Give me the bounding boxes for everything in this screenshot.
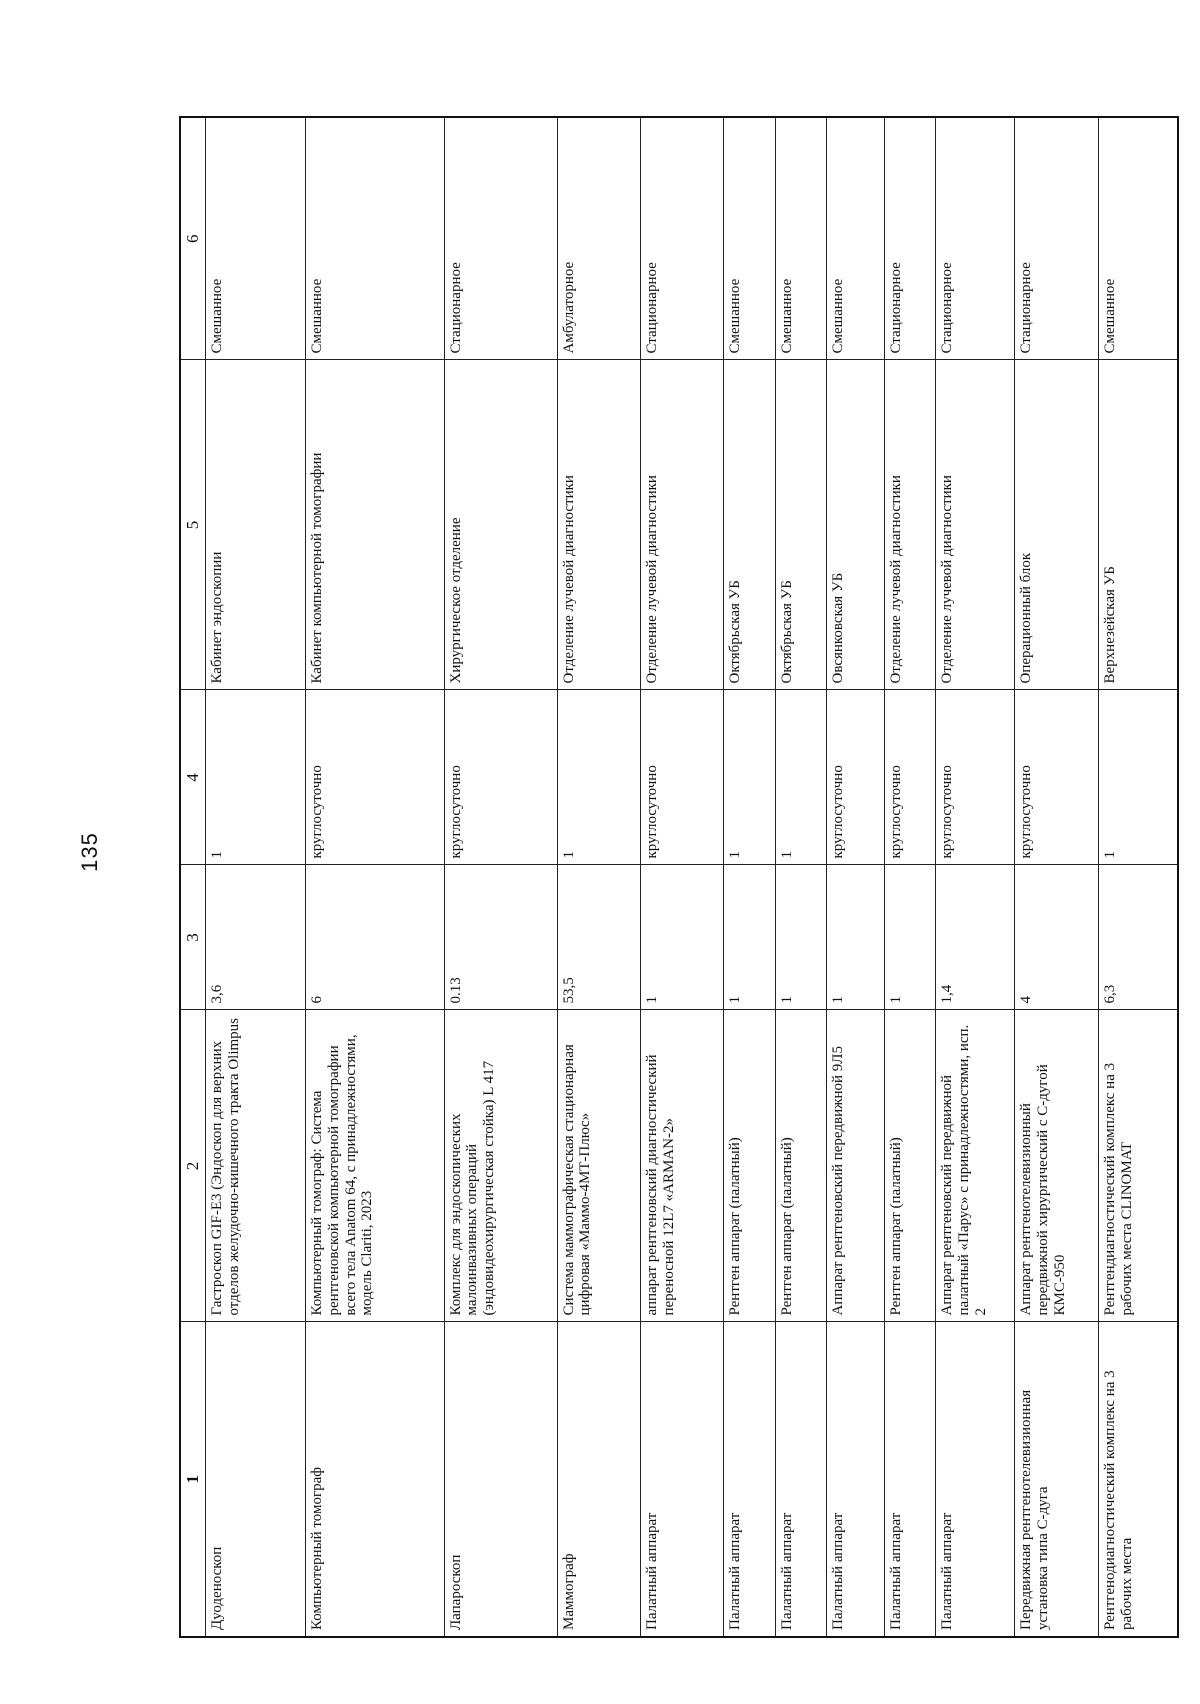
cell-schedule: круглосуточно (306, 690, 445, 865)
cell-care-type: Стационарное (640, 117, 723, 360)
cell-schedule: круглосуточно (640, 690, 723, 865)
cell-model-description: Аппарат рентгеновский передвижной 9Л5 (826, 1010, 884, 1322)
cell-care-type: Смешанное (306, 117, 445, 360)
cell-load-value: 0.13 (444, 865, 557, 1010)
cell-care-type: Смешанное (724, 117, 775, 360)
cell-location: Отделение лучевой диагностики (557, 360, 640, 690)
cell-load-value: 1 (884, 865, 935, 1010)
cell-location: Кабинет эндоскопии (206, 360, 306, 690)
cell-load-value: 53,5 (557, 865, 640, 1010)
cell-schedule: круглосуточно (935, 690, 1015, 865)
cell-care-type: Стационарное (1015, 117, 1098, 360)
header-cell-2: 2 (180, 1010, 206, 1322)
cell-equipment-type: Палатный аппарат (826, 1322, 884, 1637)
table-row (775, 117, 826, 1637)
cell-schedule: круглосуточно (826, 690, 884, 865)
cell-care-type: Амбулаторное (557, 117, 640, 360)
cell-model-description: Аппарат рентгенотелевизионный передвижной хирургический с С-дугой КМС-950 (1015, 1010, 1098, 1322)
table-row (724, 117, 775, 1637)
cell-care-type: Смешанное (775, 117, 826, 360)
cell-load-value: 1 (640, 865, 723, 1010)
equipment-table-container (179, 118, 1179, 1638)
cell-model-description: Рентген аппарат (палатный) (884, 1010, 935, 1322)
cell-model-description: аппарат рентгеновский диагностический переносной 12L7 «ARMAN-2» (640, 1010, 723, 1322)
cell-schedule: круглосуточно (1015, 690, 1098, 865)
cell-schedule: круглосуточно (884, 690, 935, 865)
cell-location: Верхнезейская УБ (1098, 360, 1178, 690)
cell-care-type: Смешанное (1098, 117, 1178, 360)
cell-equipment-type: Палатный аппарат (724, 1322, 775, 1637)
cell-location: Кабинет компьютерной томографии (306, 360, 445, 690)
cell-location: Октябрьская УБ (775, 360, 826, 690)
cell-model-description: Рентген аппарат (палатный) (724, 1010, 775, 1322)
table-row (444, 117, 557, 1637)
cell-load-value: 3,6 (206, 865, 306, 1010)
cell-location: Хирургическое отделение (444, 360, 557, 690)
cell-schedule: 1 (206, 690, 306, 865)
cell-equipment-type: Палатный аппарат (640, 1322, 723, 1637)
cell-schedule: круглосуточно (444, 690, 557, 865)
cell-load-value: 6 (306, 865, 445, 1010)
cell-model-description: Рентгендиагностический комплекс на 3 рабочих места CLINOMAT (1098, 1010, 1178, 1322)
cell-equipment-type: Маммограф (557, 1322, 640, 1637)
cell-location: Операционный блок (1015, 360, 1098, 690)
cell-equipment-type: Палатный аппарат (884, 1322, 935, 1637)
cell-load-value: 1 (775, 865, 826, 1010)
cell-location: Отделение лучевой диагностики (884, 360, 935, 690)
cell-load-value: 1 (724, 865, 775, 1010)
cell-location: Отделение лучевой диагностики (640, 360, 723, 690)
cell-location: Овсянковская УБ (826, 360, 884, 690)
cell-schedule: 1 (775, 690, 826, 865)
cell-care-type: Стационарное (935, 117, 1015, 360)
cell-model-description: Комплекс для эндоскопических малоинвазивных операций (эндовидеохирургическая стойка) L 417 (444, 1010, 557, 1322)
cell-model-description: Компьютерный томограф: Система рентгеновской компьютерной томографии всего тела Anatom 64, с принадлежностями, модель Clariti, 2023 (306, 1010, 445, 1322)
cell-equipment-type: Передвижная рентгенотелевизионная установка типа С-дуга (1015, 1322, 1098, 1637)
table-row (935, 117, 1015, 1637)
header-cell-1: 1 (180, 1322, 206, 1637)
cell-schedule: 1 (557, 690, 640, 865)
header-cell-4: 4 (180, 690, 206, 865)
header-cell-3: 3 (180, 865, 206, 1010)
cell-equipment-type: Палатный аппарат (935, 1322, 1015, 1637)
equipment-table (179, 116, 1179, 1638)
cell-equipment-type: Дуоденоскоп (206, 1322, 306, 1637)
table-row (640, 117, 723, 1637)
cell-load-value: 1 (826, 865, 884, 1010)
cell-care-type: Стационарное (884, 117, 935, 360)
page-number: 135 (77, 832, 102, 872)
cell-load-value: 1,4 (935, 865, 1015, 1010)
cell-equipment-type: Рентгенодиагностический комплекс на 3 рабочих места (1098, 1322, 1178, 1637)
cell-model-description: Гастроскоп GIF-E3 (Эндоскоп для верхних отделов желудочно-кишечного тракта Olimpus (206, 1010, 306, 1322)
cell-model-description: Рентген аппарат (палатный) (775, 1010, 826, 1322)
cell-care-type: Смешанное (826, 117, 884, 360)
cell-load-value: 6,3 (1098, 865, 1178, 1010)
header-cell-6: 6 (180, 117, 206, 360)
cell-equipment-type: Компьютерный томограф (306, 1322, 445, 1637)
table-row (884, 117, 935, 1637)
table-body (206, 117, 1179, 1637)
cell-location: Отделение лучевой диагностики (935, 360, 1015, 690)
cell-care-type: Стационарное (444, 117, 557, 360)
cell-equipment-type: Лапароскоп (444, 1322, 557, 1637)
table-row (206, 117, 306, 1637)
cell-location: Октябрьская УБ (724, 360, 775, 690)
cell-model-description: Аппарат рентгеновский передвижной палатный «Парус» с принадлежностями, исп. 2 (935, 1010, 1015, 1322)
header-row (180, 117, 206, 1637)
cell-model-description: Система маммографическая стационарная цифровая «Маммо-4МТ-Плюс» (557, 1010, 640, 1322)
table-row (1098, 117, 1178, 1637)
header-cell-5: 5 (180, 360, 206, 690)
table-row (826, 117, 884, 1637)
cell-load-value: 4 (1015, 865, 1098, 1010)
cell-schedule: 1 (1098, 690, 1178, 865)
cell-schedule: 1 (724, 690, 775, 865)
table-row (1015, 117, 1098, 1637)
cell-equipment-type: Палатный аппарат (775, 1322, 826, 1637)
table-row (557, 117, 640, 1637)
cell-care-type: Смешанное (206, 117, 306, 360)
table-row (306, 117, 445, 1637)
